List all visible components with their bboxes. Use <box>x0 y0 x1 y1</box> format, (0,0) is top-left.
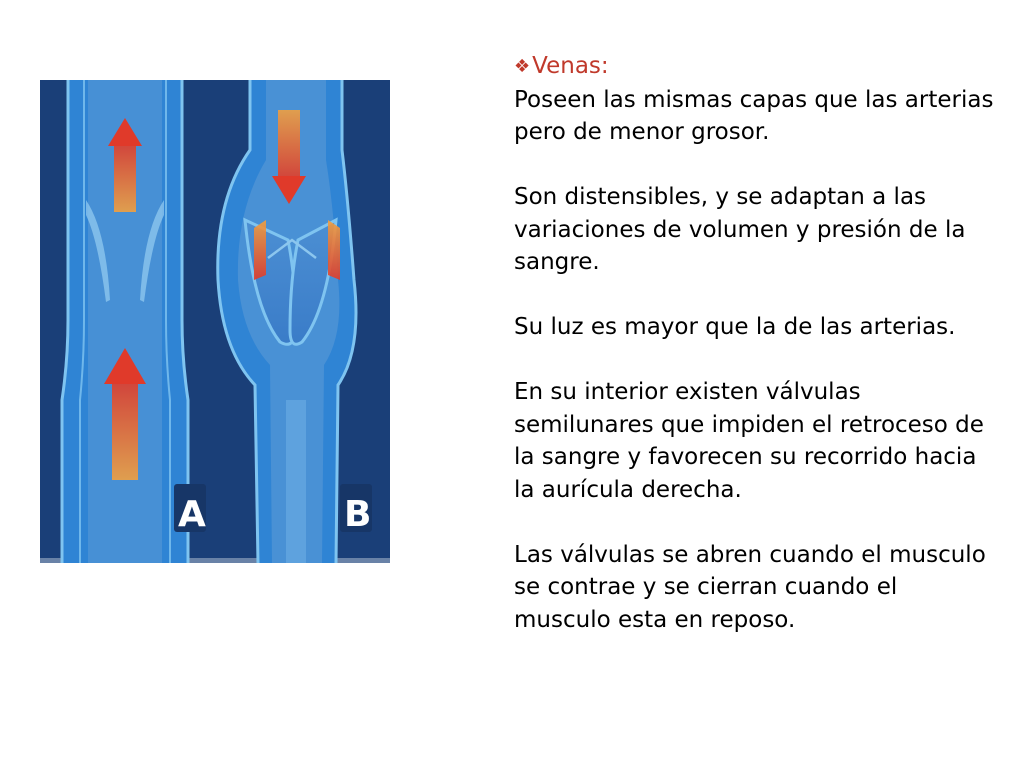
paragraph-musculo: Las válvulas se abren cuando el musculo se contrae y se cierran cuando el musculo esta en reposo. <box>514 541 986 633</box>
paragraph-distensibles: Son distensibles, y se adaptan a las variaciones de volumen y presión de la sangre. <box>514 184 966 275</box>
paragraph-capas: Poseen las mismas capas que las arterias pero de menor grosor. <box>514 86 994 145</box>
panel-b-label: B <box>344 494 372 535</box>
diamond-bullet-icon: ❖ <box>514 56 531 77</box>
vein-valve-illustration <box>40 80 390 563</box>
text-block <box>514 50 994 636</box>
vein-b-sinus-arrow-right <box>328 220 340 280</box>
paragraph-valvulas: En su interior existen válvulas semilunares que impiden el retroceso de la sangre y favorecen su recorrido hacia la aurícula derecha. <box>514 379 984 503</box>
heading <box>514 50 994 84</box>
heading-text: Venas: <box>532 53 609 79</box>
vein-b-sinus-arrow-left <box>254 220 266 280</box>
vein-b-lower-channel <box>286 400 306 563</box>
panel-a-label: A <box>178 494 206 535</box>
paragraph-luz: Su luz es mayor que la de las arterias. <box>514 314 956 340</box>
